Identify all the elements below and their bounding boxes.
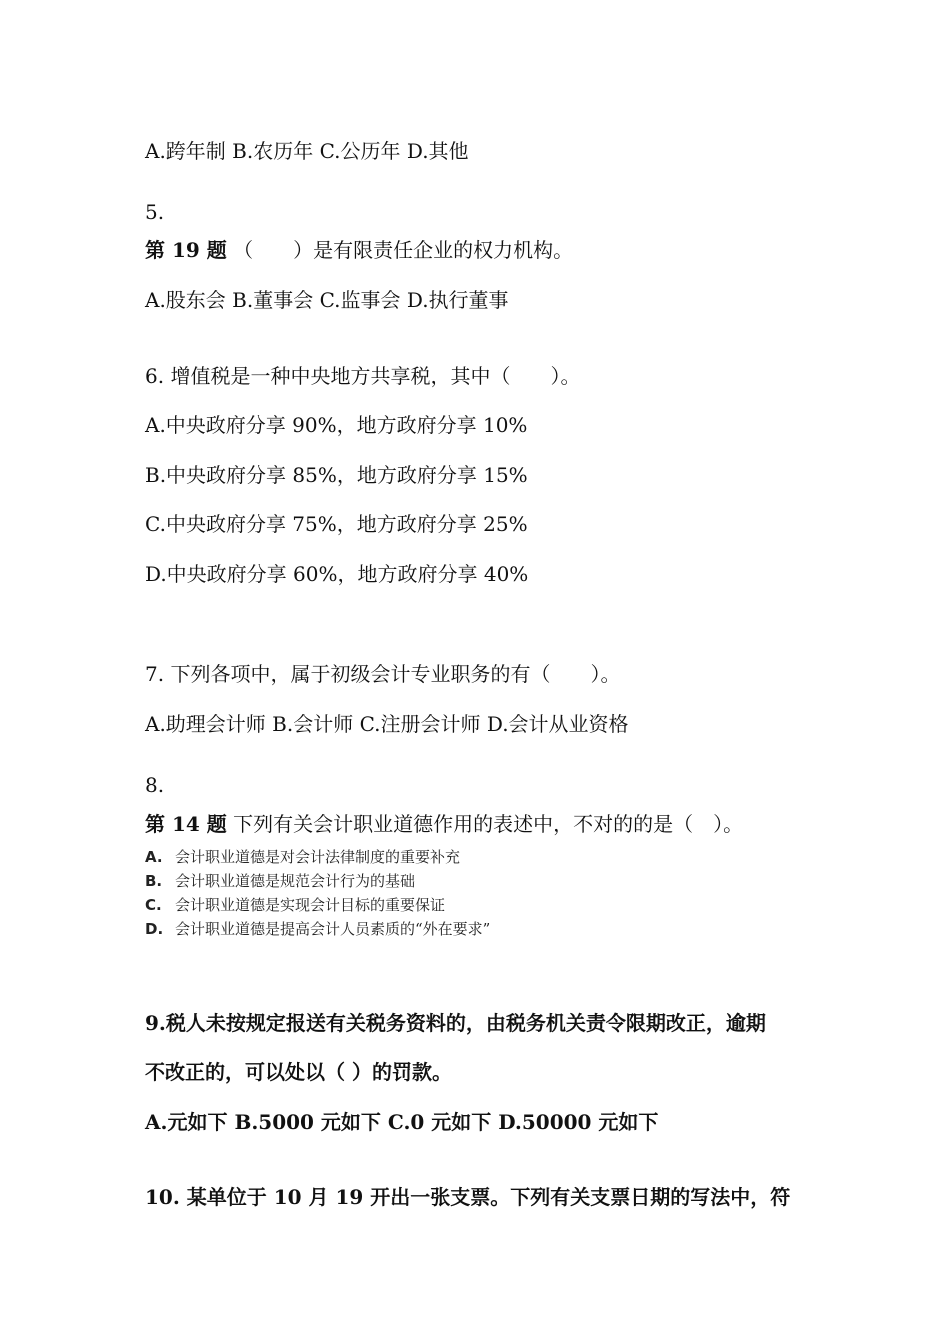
q5-stem-text: （ ）是有限责任企业的权力机构。 xyxy=(226,238,574,262)
q8-stem-text: 下列有关会计职业道德作用的表述中，不对的的是（ ）。 xyxy=(226,812,744,836)
q8-option-d xyxy=(145,919,490,939)
q6-option-a: A.中央政府分享 90%，地方政府分享 10% xyxy=(145,413,528,437)
q5-options: A.股东会 B.董事会 C.监事会 D.执行董事 xyxy=(145,288,509,312)
q9-options: A.元如下 B.5000 元如下 C.0 元如下 D.50000 元如下 xyxy=(145,1110,659,1134)
q7-options: A.助理会计师 B.会计师 C.注册会计师 D.会计从业资格 xyxy=(145,712,629,736)
q8-option-a-text: 会计职业道德是对会计法律制度的重要补充 xyxy=(175,848,461,866)
q9-stem-line1: 9.税人未按规定报送有关税务资料的，由税务机关责令限期改正，逾期 xyxy=(145,1011,766,1035)
q5-tag: 第 19 题 xyxy=(145,238,227,262)
q8-option-c xyxy=(145,895,445,915)
q8-option-b-label: B. xyxy=(145,872,163,890)
q8-option-a xyxy=(145,847,460,867)
q6-option-d: D.中央政府分享 60%，地方政府分享 40% xyxy=(145,562,529,586)
q6-option-c: C.中央政府分享 75%，地方政府分享 25% xyxy=(145,512,528,536)
q5-stem xyxy=(145,238,573,262)
q8-stem xyxy=(145,812,743,836)
q8-option-a-label: A. xyxy=(145,848,163,866)
q8-option-d-label: D. xyxy=(145,920,164,938)
q4-options: A.跨年制 B.农历年 C.公历年 D.其他 xyxy=(145,139,469,163)
q8-option-d-text: 会计职业道德是提高会计人员素质的“外在要求” xyxy=(175,920,491,938)
q6-stem: 6. 增值税是一种中央地方共享税，其中（ ）。 xyxy=(145,364,581,388)
q6-option-b: B.中央政府分享 85%，地方政府分享 15% xyxy=(145,463,528,487)
q8-option-b xyxy=(145,871,415,891)
q8-option-c-label: C. xyxy=(145,896,162,914)
q5-number: 5. xyxy=(145,200,165,224)
q8-option-c-text: 会计职业道德是实现会计目标的重要保证 xyxy=(175,896,446,914)
q10-stem-line1: 10. 某单位于 10 月 19 开出一张支票。下列有关支票日期的写法中，符 xyxy=(145,1185,791,1209)
q8-tag: 第 14 题 xyxy=(145,812,227,836)
q9-stem-line2: 不改正的，可以处以（ ）的罚款。 xyxy=(145,1060,452,1084)
q7-stem: 7. 下列各项中，属于初级会计专业职务的有（ ）。 xyxy=(145,662,621,686)
q8-number: 8. xyxy=(145,773,165,797)
q8-option-b-text: 会计职业道德是规范会计行为的基础 xyxy=(175,872,416,890)
